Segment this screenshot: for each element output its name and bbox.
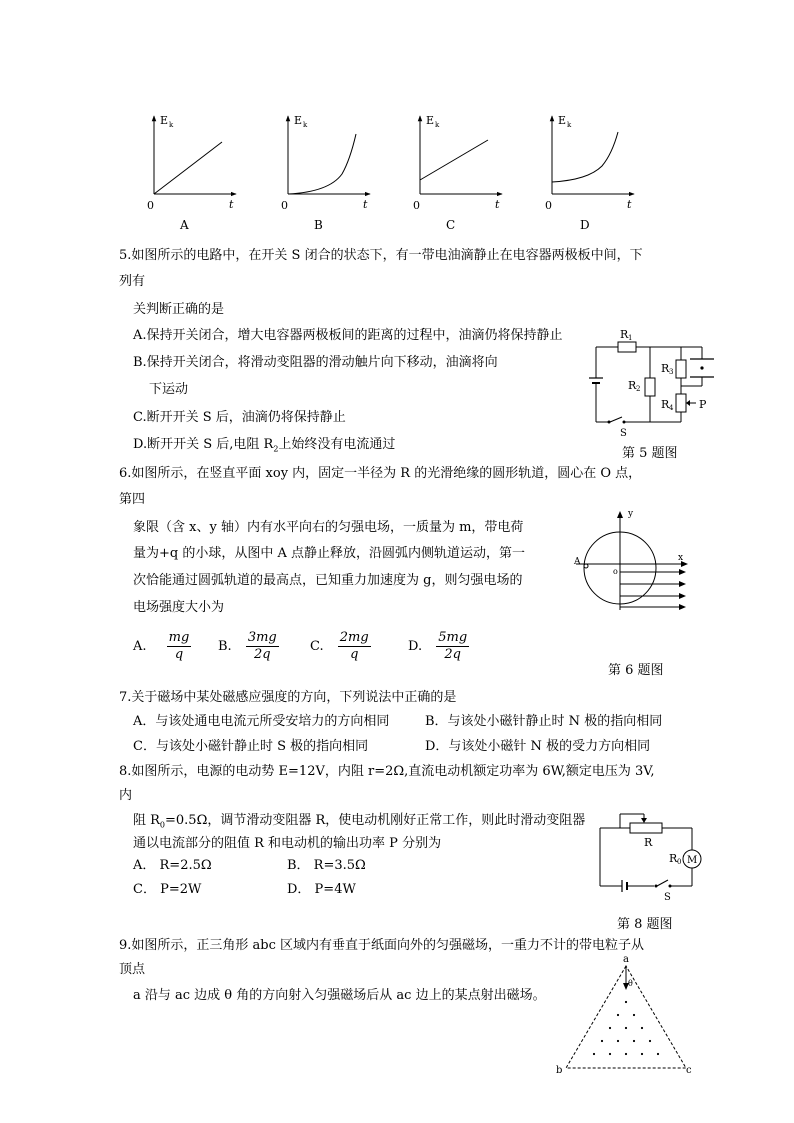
svg-text:R: R [661,398,670,411]
q6-stem-line6: 电场强度大小为 [133,600,225,615]
q7-option-b: B．与该处小磁针静止时 N 极的指向相同 [425,714,663,729]
q5-stem-line3: 关判断正确的是 [133,302,225,317]
graph-b [281,114,370,232]
svg-text:S: S [620,428,627,439]
graph-d-letter: D [580,218,590,232]
graph-a-ylabel: E [160,114,169,127]
svg-text:0: 0 [281,199,288,212]
svg-text:k: k [567,121,572,129]
q9-stem-line3: a 沿与 ac 边成 θ 角的方向射入匀强磁场后从 ac 边上的某点射出磁场。 [133,988,546,1003]
q8-option-b: B． R=3.5Ω [287,858,366,873]
graph-d [545,114,634,232]
svg-text:0: 0 [545,199,552,212]
svg-text:2: 2 [636,385,641,393]
svg-text:E: E [294,114,303,127]
svg-text:P: P [699,398,707,411]
q7-option-d: D．与该处小磁针 N 极的受力方向相同 [425,739,651,754]
q7-option-a: A．与该处通电电流元所受安培力的方向相同 [133,714,390,729]
svg-text:3: 3 [669,368,674,376]
q5-option-a: A.保持开关闭合，增大电容器两极板间的距离的过程中，油滴仍将保持静止 [133,328,563,343]
svg-text:E: E [558,114,567,127]
q8-figure-caption: 第 8 题图 [617,917,673,932]
q6-stem-line5: 次恰能通过圆弧轨道的最高点，已知重力加速度为 g，则匀强电场的 [133,573,523,588]
svg-text:1: 1 [628,334,633,342]
svg-text:t: t [229,198,234,211]
svg-text:M: M [687,855,698,866]
graph-a [147,114,236,232]
svg-text:0: 0 [147,199,154,212]
q6-stem-line3: 象限（含 x、y 轴）内有水平向右的匀强电场，一质量为 m，带电荷 [133,520,524,535]
q8-option-c: C． P=2W [133,882,202,897]
svg-text:R: R [669,852,678,865]
q6-stem-line1: 6.如图所示，在竖直平面 xoy 内，固定一半径为 R 的光滑绝缘的圆形轨道，圆心在 O 点， [119,466,642,481]
q6-stem-line2: 第四 [119,492,146,507]
svg-text:E: E [426,114,435,127]
graph-c [413,114,502,232]
q6-option-d: D. $\frac{5mg}{2q}$ [408,630,468,662]
q5-figure-caption: 第 5 题图 [622,446,678,461]
graph-c-letter: C [446,218,456,232]
graph-b-letter: B [314,218,323,232]
q5-option-b-cont: 下运动 [149,382,189,397]
q6-circle-track-diagram [568,506,698,616]
svg-text:b: b [556,1065,563,1076]
q7-stem: 7.关于磁场中某处磁感应强度的方向，下列说法中正确的是 [119,690,457,705]
svg-text:k: k [435,121,440,129]
graph-c-curve [420,140,488,180]
svg-text:0: 0 [413,199,420,212]
q6-figure-caption: 第 6 题图 [608,663,664,678]
svg-text:R: R [661,362,670,375]
svg-text:a: a [623,954,629,965]
q5-stem-line2: 列有 [119,274,146,289]
svg-text:4: 4 [669,404,674,412]
graph-a-curve [154,142,222,194]
q9-triangle-field-diagram [552,952,700,1076]
svg-text:o: o [613,567,618,576]
q8-switch-label: S [664,892,671,903]
q8-stem-line2: 内 [119,788,133,803]
svg-text:θ: θ [628,979,633,988]
q8-stem-line1: 8.如图所示，电源的电动势 E=12V，内阻 r=2Ω,直流电动机额定功率为 6W,额定电压为 3V, [119,764,655,779]
q5-option-b: B.保持开关闭合，将滑动变阻器的滑动触片向下移动，油滴将向 [133,355,498,370]
q7-option-c: C．与该处小磁针静止时 S 极的指向相同 [133,739,369,754]
svg-text:k: k [303,121,308,129]
svg-text:R: R [644,836,653,849]
q8-option-a: A． R=2.5Ω [133,858,212,873]
q9-stem-line1: 9.如图所示，正三角形 abc 区域内有垂直于纸面向外的匀强磁场，一重力不计的带电粒子从 [119,938,645,953]
q5-option-c: C.断开开关 S 后，油滴仍将保持静止 [133,410,346,425]
q5-option-d: D.断开开关 S 后,电阻 $R_2$上始终没有电流通过 [133,437,396,454]
ek-t-graphs [140,108,660,238]
svg-text:0: 0 [677,858,682,866]
q5-stem-line1: 5.如图所示的电路中，在开关 S 闭合的状态下，有一带电油滴静止在电容器两极板中间，下 [119,248,643,263]
graph-d-curve [552,132,618,182]
graph-b-curve [288,134,356,194]
q6-stem-line4: 量为+q 的小球，从图中 A 点静止释放，沿圆弧内侧轨道运动，第一 [133,546,525,561]
q6-option-b: B. $\frac{3mg}{2q}$ [218,630,277,662]
svg-text:x: x [678,553,684,563]
svg-text:t: t [495,198,500,211]
svg-text:A: A [574,557,581,567]
q8-circuit-diagram [596,810,708,892]
q8-option-d: D． P=4W [287,882,356,897]
svg-text:R: R [628,379,637,392]
svg-text:t: t [363,198,368,211]
q6-option-c: C. $\frac{2mg}{q}$ [310,630,369,662]
q9-stem-line2: 顶点 [119,962,146,977]
svg-text:c: c [686,1065,692,1076]
svg-text:R: R [620,328,629,341]
svg-text:y: y [628,509,634,519]
graph-a-letter: A [180,218,189,232]
q5-circuit-diagram [584,322,724,440]
q8-stem-line4: 通以电流部分的阻值 R 和电动机的输出功率 P 分别为 [133,836,442,851]
svg-text:k: k [169,121,174,129]
q8-stem-line3: 阻 $R_0=0.5\Omega$，调节滑动变阻器 R，使电动机刚好正常工作，则此时滑动变阻器 [133,813,586,830]
q6-option-a: A. $\frac{mg}{q}$ [133,630,190,662]
svg-text:t: t [627,198,632,211]
